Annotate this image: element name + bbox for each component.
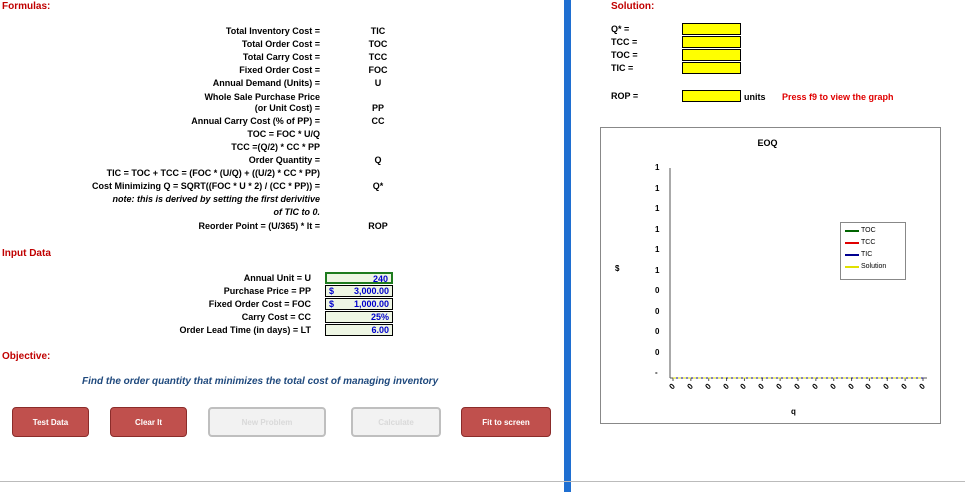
pane-divider — [564, 0, 571, 492]
formula-label: (or Unit Cost) = — [254, 103, 320, 113]
input-cell[interactable] — [325, 298, 393, 310]
input-value: 3,000.00 — [353, 286, 389, 296]
formula-label: Fixed Order Cost = — [239, 65, 320, 75]
input-value: 25% — [370, 312, 389, 322]
legend-swatch — [845, 254, 859, 256]
input-label: Annual Unit = U — [243, 273, 311, 283]
currency-symbol: $ — [329, 299, 335, 309]
formula-label: TOC = FOC * U/Q — [247, 129, 320, 139]
eoq-chart — [600, 127, 941, 424]
toc-label: TOC = — [611, 50, 638, 60]
x-axis-label: q — [791, 407, 796, 416]
x-tick-label: 0 — [738, 381, 749, 392]
x-tick-label: 0 — [846, 381, 856, 392]
objective-header: Objective: — [2, 351, 51, 362]
legend-item — [845, 251, 872, 258]
units-label: units — [744, 92, 766, 102]
x-tick-label: 0 — [685, 381, 695, 392]
input-cell[interactable] — [325, 272, 393, 284]
chart-title: EOQ — [757, 138, 778, 148]
tic-label: TIC = — [611, 63, 634, 73]
x-tick-label: 0 — [810, 381, 820, 392]
legend-label: Solution — [861, 263, 887, 270]
solution-header: Solution: — [611, 1, 655, 12]
input-cell[interactable] — [325, 311, 393, 323]
y-tick-label: 0 — [655, 347, 660, 357]
bottom-rule — [0, 481, 965, 482]
fit-to-screen-button[interactable]: Fit to screen — [461, 407, 551, 437]
input-label: Order Lead Time (in days) = LT — [179, 325, 311, 335]
formula-code: Q — [374, 155, 382, 165]
input-label: Purchase Price = PP — [223, 286, 311, 296]
formula-code: Q* — [372, 181, 384, 191]
legend-item — [845, 227, 876, 234]
y-tick-label: 1 — [655, 245, 660, 254]
toc-output — [682, 49, 741, 61]
formulas-header: Formulas: — [2, 1, 51, 12]
x-tick-label: 0 — [881, 381, 892, 392]
legend-label: TIC — [861, 251, 873, 258]
x-tick-label: 0 — [863, 381, 874, 392]
chart-legend — [840, 222, 906, 280]
formula-label: Annual Demand (Units) = — [212, 78, 320, 88]
formula-code: PP — [371, 103, 384, 113]
input-cell[interactable] — [325, 285, 393, 297]
clear-it-button[interactable]: Clear It — [110, 407, 187, 437]
legend-swatch — [845, 266, 859, 268]
new-problem-button[interactable]: New Problem — [208, 407, 326, 437]
formula-code: TCC — [368, 52, 388, 62]
y-tick-label: 1 — [655, 204, 660, 213]
formula-label: TCC =(Q/2) * CC * PP — [231, 142, 320, 152]
y-tick-label: 1 — [655, 265, 660, 275]
y-axis-label: $ — [615, 264, 620, 273]
legend-item — [845, 239, 875, 246]
formula-label: of TIC to 0. — [273, 207, 320, 217]
input-value: 240 — [372, 274, 388, 284]
y-tick-label: 0 — [655, 306, 660, 316]
y-tick-label: 1 — [655, 224, 660, 234]
input-value: 1,000.00 — [353, 299, 389, 309]
x-tick-label: 0 — [792, 381, 802, 392]
formula-label: Order Quantity = — [248, 155, 320, 165]
formula-code: ROP — [368, 221, 388, 231]
rop-label: ROP = — [611, 91, 639, 101]
formula-code: U — [374, 78, 382, 88]
input-cell[interactable] — [325, 324, 393, 336]
x-tick-label: 0 — [703, 381, 713, 392]
formula-label: Total Order Cost = — [241, 39, 320, 49]
q-star-label: Q* = — [611, 24, 630, 34]
y-tick-label: - — [655, 368, 658, 377]
calculate-button[interactable]: Calculate — [351, 407, 441, 437]
formula-label: Annual Carry Cost (% of PP) = — [191, 116, 320, 126]
formula-code: TOC — [368, 39, 388, 49]
x-tick-label: 0 — [899, 381, 910, 392]
y-tick-label: 0 — [655, 327, 660, 336]
x-tick-label: 0 — [756, 381, 767, 392]
test-data-button[interactable]: Test Data — [12, 407, 89, 437]
formula-code: FOC — [368, 65, 388, 75]
formula-code: TIC — [370, 26, 386, 36]
x-tick-label: 0 — [828, 381, 838, 392]
formula-label: Total Carry Cost = — [242, 52, 320, 62]
x-tick-label: 0 — [721, 381, 731, 392]
formula-label: Cost Minimizing Q = SQRT((FOC * U * 2) / (CC * PP)) = — [91, 181, 320, 191]
legend-item — [845, 263, 886, 270]
formula-label: TIC = TOC + TCC = (FOC * (U/Q) + ((U/2) * CC * PP) — [106, 168, 320, 178]
rop-output — [682, 90, 741, 102]
formula-label: Total Inventory Cost = — [225, 26, 320, 36]
input-data-header: Input Data — [2, 248, 51, 259]
formula-label: Reorder Point = (U/365) * lt = — [198, 221, 320, 231]
y-tick-label: 1 — [655, 183, 660, 193]
objective-text: Find the order quantity that minimizes the total cost of managing inventory — [82, 376, 439, 387]
formula-label: Whole Sale Purchase Price — [204, 92, 320, 102]
input-label: Fixed Order Cost = FOC — [208, 299, 311, 309]
x-tick-label: 0 — [917, 381, 927, 392]
f9-hint: Press f9 to view the graph — [782, 92, 894, 102]
formula-code: CC — [371, 116, 385, 126]
y-tick-label: 1 — [655, 163, 660, 172]
currency-symbol: $ — [329, 286, 335, 296]
tcc-label: TCC = — [611, 37, 638, 47]
x-tick-label: 0 — [774, 381, 785, 392]
legend-label: TOC — [861, 227, 876, 234]
input-value: 6.00 — [371, 325, 389, 335]
q-star-output — [682, 23, 741, 35]
formula-label: note: this is derived by setting the first derivitive — [112, 194, 320, 204]
legend-swatch — [845, 242, 859, 244]
tic-output — [682, 62, 741, 74]
y-tick-label: 0 — [655, 286, 660, 295]
legend-label: TCC — [861, 239, 876, 246]
input-label: Carry Cost = CC — [241, 312, 311, 322]
x-tick-label: 0 — [667, 381, 677, 392]
tcc-output — [682, 36, 741, 48]
legend-swatch — [845, 230, 859, 232]
